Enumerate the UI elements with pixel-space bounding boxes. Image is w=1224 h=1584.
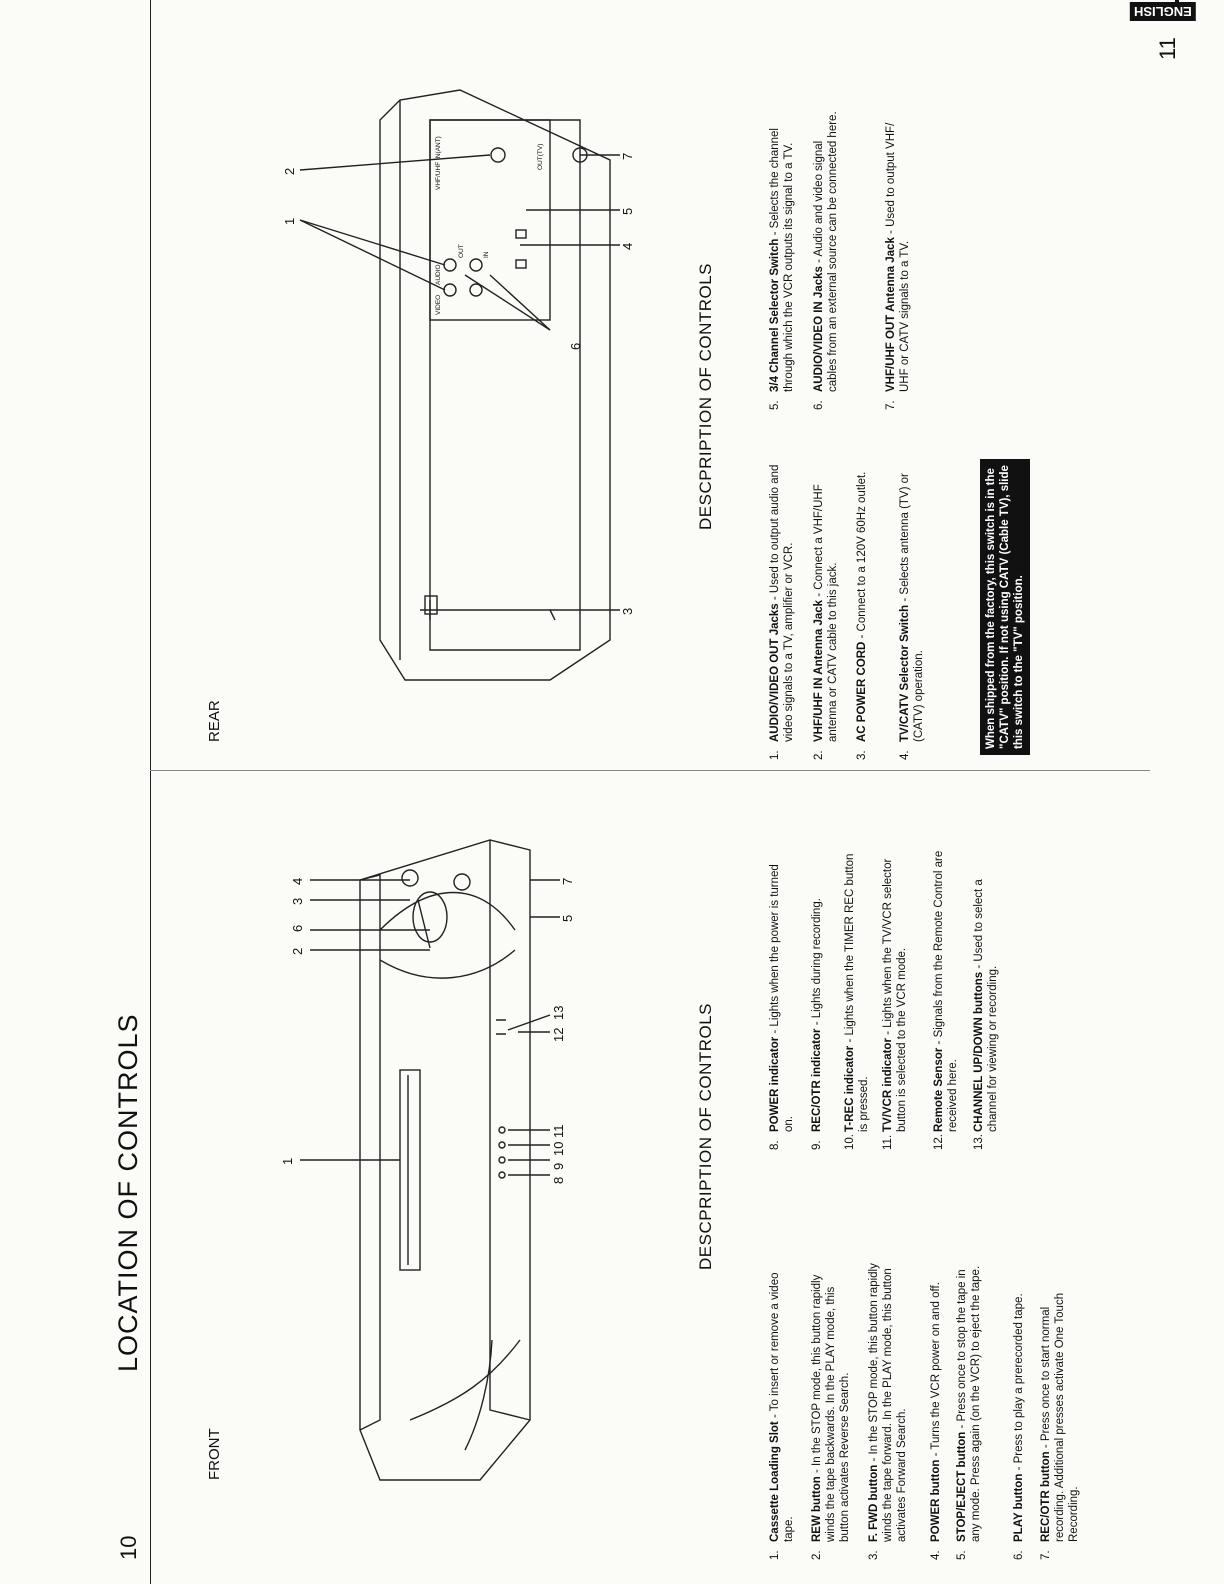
rear-callout-5: 5 — [620, 207, 635, 215]
item-text: - Press once to stop the tape in any mode. Press again (on the VCR) to eject the tape. — [956, 1265, 982, 1542]
item-number: 1. — [769, 750, 781, 760]
factory-setting-warning — [980, 459, 1030, 755]
rear-panel-out-tv-label: OUT(TV) — [537, 143, 544, 170]
item-text: - Lights when the TIMER REC button is pressed. — [844, 853, 870, 1132]
page-title: LOCATION OF CONTROLS — [113, 1013, 143, 1372]
item-name: AC POWER CORD — [856, 641, 868, 742]
item-text: - Lights when the power is turned on. — [769, 864, 795, 1132]
item-number: 5. — [769, 400, 781, 410]
item-name: CHANNEL UP/DOWN buttons — [973, 971, 985, 1132]
item-body — [955, 1260, 983, 1560]
front-callout-5: 5 — [560, 914, 575, 922]
item-number: 7. — [885, 400, 897, 410]
item-name: TV/CATV Selector Switch — [899, 604, 911, 742]
item-body — [768, 1260, 796, 1560]
left-desc-item — [1012, 1260, 1026, 1560]
item-text: - Press to play a prerecorded tape. — [1013, 1293, 1025, 1474]
item-body — [867, 1260, 909, 1560]
item-number: 4. — [899, 750, 911, 760]
front-desc-heading: DESCPRIPTION OF CONTROLS — [696, 1002, 715, 1270]
item-number: 5. — [956, 1550, 968, 1560]
left-desc-item — [972, 850, 1000, 1150]
warning-line-3: this switch to the "TV" position. — [1013, 575, 1025, 749]
front-callout-1: 1 — [280, 1157, 295, 1165]
item-body — [972, 850, 1000, 1150]
item-text: - Selects the channel through which the VCR outputs its signal to a TV. — [769, 128, 795, 392]
left-desc-item — [810, 850, 824, 1150]
page-number-10: 10 — [116, 1535, 141, 1560]
item-name: Cassette Loading Slot — [769, 1421, 781, 1542]
right-desc-item — [884, 110, 912, 410]
item-name: PLAY button — [1013, 1473, 1025, 1542]
item-name: VHF/UHF IN Antenna Jack — [813, 599, 825, 742]
item-body — [1039, 1260, 1081, 1560]
item-body — [810, 1260, 852, 1560]
rear-callout-4: 4 — [620, 242, 635, 250]
item-text: - Audio and video signal cables from an external source can be connected here. — [813, 111, 839, 392]
item-body — [812, 110, 840, 410]
item-name: AUDIO/VIDEO OUT Jacks — [769, 603, 781, 742]
item-text: - Used to output VHF/ UHF or CATV signals to a TV. — [885, 122, 911, 392]
left-desc-item — [867, 1260, 909, 1560]
item-number: 7. — [1040, 1550, 1052, 1560]
rear-panel-out-label: OUT — [458, 244, 465, 258]
item-number: 11. — [882, 1134, 894, 1150]
item-body — [768, 110, 796, 410]
item-body — [884, 110, 912, 410]
item-number: 6. — [1013, 1550, 1025, 1560]
item-text: - Turns the VCR power on and off. — [930, 1282, 942, 1460]
item-name: REC/OTR indicator — [811, 1028, 823, 1132]
rear-callout-3: 3 — [620, 607, 635, 615]
rear-section-label: REAR — [206, 700, 223, 742]
item-number: 4. — [930, 1550, 942, 1560]
right-desc-item — [768, 460, 796, 760]
right-desc-item — [812, 460, 840, 760]
rear-panel-vhf-in-label: VHF/UHF IN(ANT) — [435, 136, 442, 190]
item-number: 2. — [813, 750, 825, 760]
item-name: T-REC indicator — [844, 1045, 856, 1132]
item-text: - Press once to start normal recording. Additional presses activate One Touch Recording. — [1040, 1292, 1080, 1542]
left-desc-item — [955, 1260, 983, 1560]
item-number: 10. — [844, 1134, 856, 1150]
item-text: - Signals from the Remote Control are received here. — [933, 850, 959, 1132]
front-callout-4: 4 — [290, 877, 305, 885]
item-number: 6. — [813, 400, 825, 410]
item-body — [768, 850, 796, 1150]
item-name: REC/OTR button — [1040, 1451, 1052, 1542]
left-desc-item — [768, 850, 796, 1150]
rear-desc-heading: DESCPRIPTION OF CONTROLS — [696, 262, 715, 530]
front-callout-12: 12 — [551, 1027, 566, 1042]
item-text: - In the STOP mode, this button rapidly winds the tape forward. In the PLAY mode, this button activates Forward Search. — [868, 1263, 908, 1542]
rear-panel-video-label: VIDEO — [435, 294, 442, 315]
item-body — [929, 1260, 943, 1560]
rear-panel-audio-label: AUDIO — [435, 264, 442, 285]
item-text: - To insert or remove a video tape. — [769, 1272, 795, 1542]
item-name: POWER button — [930, 1459, 942, 1542]
item-text: - Lights during recording. — [811, 898, 823, 1029]
right-desc-item — [855, 460, 869, 760]
rear-callout-1: 1 — [282, 217, 297, 225]
front-callout-9: 9 — [551, 1162, 566, 1170]
page-number-11: 11 — [1155, 37, 1180, 60]
left-desc-item — [810, 1260, 852, 1560]
item-name: 3/4 Channel Selector Switch — [769, 238, 781, 392]
item-text: - Used to output audio and video signals to a TV, amplifier or VCR. — [769, 464, 795, 742]
item-number: 1. — [769, 1550, 781, 1560]
item-name: STOP/EJECT button — [956, 1431, 968, 1542]
item-number: 13. — [973, 1134, 985, 1150]
front-callout-3: 3 — [290, 897, 305, 905]
vcr-front-diagram — [280, 820, 600, 1520]
item-body — [932, 850, 960, 1150]
right-desc-item — [768, 110, 796, 410]
item-body — [843, 850, 871, 1150]
page-fold-line — [150, 770, 1150, 771]
rear-panel-in-label: IN — [483, 251, 490, 258]
item-text: - Connect to a 120V 60Hz outlet. — [856, 471, 868, 642]
item-number: 8. — [769, 1140, 781, 1150]
front-callout-13: 13 — [551, 1005, 566, 1020]
item-body — [855, 460, 869, 760]
item-number: 3. — [856, 750, 868, 760]
item-name: TV/VCR indicator — [882, 1038, 894, 1132]
item-text: - Connect a VHF/UHF antenna or CATV cable to this jack. — [813, 484, 839, 742]
item-body — [768, 460, 796, 760]
front-callout-2: 2 — [290, 947, 305, 955]
front-callout-6: 6 — [290, 924, 305, 932]
item-number: 3. — [868, 1550, 880, 1560]
vcr-rear-diagram — [280, 80, 680, 700]
item-number: 9. — [811, 1140, 823, 1150]
item-text: - Selects antenna (TV) or (CATV) operation. — [899, 473, 925, 742]
item-name: AUDIO/VIDEO IN Jacks — [813, 266, 825, 392]
rear-callout-2: 2 — [282, 167, 297, 175]
rear-callout-6: 6 — [568, 342, 583, 350]
rear-callout-7: 7 — [620, 152, 635, 160]
front-callout-7: 7 — [560, 877, 575, 885]
left-desc-item — [881, 850, 909, 1150]
item-name: F. FWD button — [868, 1464, 880, 1542]
item-name: POWER indicator — [769, 1036, 781, 1132]
item-body — [810, 850, 824, 1150]
item-number: 12. — [933, 1134, 945, 1150]
item-body — [898, 460, 926, 760]
left-desc-item — [843, 850, 871, 1150]
item-text: - Lights when the TV/VCR selector button is selected to the VCR mode. — [882, 858, 908, 1132]
item-body — [881, 850, 909, 1150]
right-desc-item — [812, 110, 840, 410]
right-desc-item — [898, 460, 926, 760]
front-section-label: FRONT — [206, 1428, 223, 1480]
item-name: REW button — [811, 1476, 823, 1542]
front-callout-8: 8 — [551, 1176, 566, 1184]
left-desc-item — [1039, 1260, 1081, 1560]
left-desc-item — [932, 850, 960, 1150]
item-name: VHF/UHF OUT Antenna Jack — [885, 237, 897, 392]
warning-line-2: "CATV" position. If not using CATV (Cable TV), slide — [999, 465, 1011, 749]
english-badge: ENGLISH — [1130, 2, 1196, 21]
item-body — [812, 460, 840, 760]
item-text: - Used to select a channel for viewing or recording. — [973, 879, 999, 1132]
warning-line-1: When shipped from the factory, this switch is in the — [985, 468, 997, 749]
front-callout-10: 10 — [551, 1141, 566, 1156]
left-desc-item — [768, 1260, 796, 1560]
item-number: 2. — [811, 1550, 823, 1560]
item-text: - In the STOP mode, this button rapidly winds the tape backwards. In the PLAY mode, this button activates Reverse Search. — [811, 1274, 851, 1542]
left-margin-line — [150, 0, 151, 1584]
left-desc-item — [929, 1260, 943, 1560]
item-name: Remote Sensor — [933, 1047, 945, 1132]
item-body — [1012, 1260, 1026, 1560]
front-callout-11: 11 — [551, 1124, 566, 1138]
